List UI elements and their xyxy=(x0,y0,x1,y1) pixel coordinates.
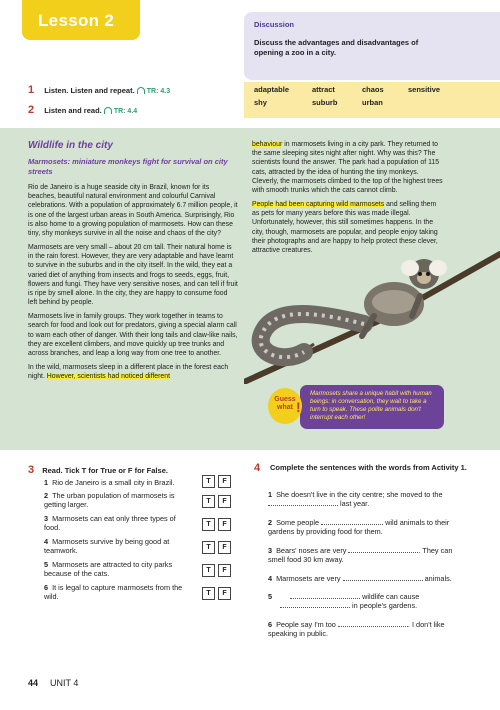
unit-label: UNIT 4 xyxy=(50,678,79,688)
vocab-word: chaos xyxy=(362,85,384,94)
tf-question xyxy=(44,491,194,510)
exercise-number: 4 xyxy=(254,462,261,474)
question-number: 2 xyxy=(268,518,273,527)
article-paragraph: Marmosets live in family groups. They work together in teams to search for food and look out for predators, giving a special alarm call to warn each other of danger. With their long tails and claw-like nails, they are excellent climbers, and move quickly up tree trunks and across branches, and leap a long way from one tree to another. xyxy=(28,313,238,357)
tf-question xyxy=(44,514,194,533)
false-checkbox[interactable]: F xyxy=(218,564,231,577)
article-left-column xyxy=(28,183,238,386)
true-checkbox[interactable]: T xyxy=(202,475,215,488)
question-text: Marmosets can eat only three types of food. xyxy=(44,514,176,533)
question-number: 6 xyxy=(44,583,49,592)
answer-blank[interactable] xyxy=(290,598,360,599)
lesson-title: Lesson 2 xyxy=(38,11,115,30)
highlighted-text: However, scientists had noticed different xyxy=(46,373,170,381)
exercise-text: Listen and read. xyxy=(44,106,102,115)
question-number: 4 xyxy=(268,574,273,583)
fill-sentence xyxy=(268,574,478,583)
exercise-text: Listen. Listen and repeat. xyxy=(44,86,135,95)
fill-sentence xyxy=(268,490,468,509)
vocab-word: attract xyxy=(312,85,335,94)
question-text: Marmosets are attracted to city parks because of the cats. xyxy=(44,560,173,579)
marmoset-photo xyxy=(244,244,500,384)
exercise-4-header xyxy=(254,463,474,473)
article-subtitle: Marmosets: miniature monkeys fight for survival on city streets xyxy=(28,157,228,176)
sentence-part: Some people xyxy=(276,518,320,527)
sentence-part: She doesn't live in the city centre; she moved to the xyxy=(276,490,443,499)
vocab-word: suburb xyxy=(312,98,338,107)
false-checkbox[interactable]: F xyxy=(218,518,231,531)
answer-blank[interactable] xyxy=(280,607,350,608)
exercise-number: 1 xyxy=(28,84,35,96)
exercise-2 xyxy=(28,103,137,118)
true-checkbox[interactable]: T xyxy=(202,587,215,600)
fill-sentence xyxy=(268,546,468,565)
sentence-part: Bears' noses are very xyxy=(276,546,347,555)
sentence-part: wild animals to their gardens by providing food for them. xyxy=(268,518,450,537)
true-checkbox[interactable]: T xyxy=(202,518,215,531)
exercise-number: 2 xyxy=(28,104,35,116)
sentence-part: . They can smell food 30 km away. xyxy=(268,546,453,565)
discussion-text: Discuss the advantages and disadvantages of opening a zoo in a city. xyxy=(254,38,419,58)
exercise-number: 3 xyxy=(28,464,35,476)
sentence-part: wildlife can cause xyxy=(362,592,420,601)
question-number: 4 xyxy=(44,537,49,546)
false-checkbox[interactable]: F xyxy=(218,495,231,508)
false-checkbox[interactable]: F xyxy=(218,475,231,488)
sentence-part: animals. xyxy=(424,574,452,583)
exercise-3-header xyxy=(28,463,168,478)
question-number: 5 xyxy=(44,560,49,569)
true-checkbox[interactable]: T xyxy=(202,564,215,577)
article-paragraph xyxy=(252,140,444,195)
answer-blank[interactable] xyxy=(268,505,338,506)
true-checkbox[interactable]: T xyxy=(202,541,215,554)
question-number: 3 xyxy=(44,514,49,523)
guess-what-text: Marmosets share a unique habit with human beings: in conversation, they wait to take a turn to speak. These polite animals don't interrupt each other! xyxy=(310,390,432,422)
question-number: 6 xyxy=(268,620,273,629)
article-paragraph xyxy=(28,363,238,381)
tf-question xyxy=(44,478,194,487)
question-text: The urban population of marmosets is getting larger. xyxy=(44,491,175,510)
headphones-icon xyxy=(104,107,112,114)
question-number: 1 xyxy=(44,478,49,487)
guess-label-line: what xyxy=(277,403,293,411)
question-number: 1 xyxy=(268,490,273,499)
fill-sentence xyxy=(268,620,468,639)
answer-blank[interactable] xyxy=(343,580,423,581)
vocab-word: urban xyxy=(362,98,383,107)
article-paragraph: Marmosets are very small – about 20 cm tall. Their natural home is in the rain forest. However, they are very adaptable and have learnt to survive in the suburbs and in the city itself. In the wild, they eat a varied diet of anything from insects and frogs to seeds, eggs, fruit, flowers and fungi. They have very sensitive noses, and can tell if fruit is ripe by smell alone. In the city, they are happy to consume food left behind by people. xyxy=(28,244,238,307)
text-run: In the wild, marmosets sleep in a different place in the forest each night. xyxy=(28,364,229,381)
question-number: 5 xyxy=(268,592,273,601)
tf-question xyxy=(44,560,194,579)
article-paragraph: Rio de Janeiro is a huge seaside city in Brazil, known for its beaches, beautiful natural environment and colourful Carnival celebrations. With a population of approximately 6.7 million people, it is one of the largest urban areas in South America. Surprisingly, Rio is also home to a growing population of marmosets. How can these tiny, shy monkeys survive in all the noise and chaos of the city? xyxy=(28,184,238,237)
text-run: in marmosets living in a city park. They returned to the same sleeping sites night after night. Why was this? The scientists found the answer. The park had a population of 115 cats, attracted by the idea of hunting the tiny monkeys. Cleverly, the marmosets climbed to the top of the highest trees with smooth trunks which the cats cannot climb. xyxy=(252,141,443,194)
false-checkbox[interactable]: F xyxy=(218,541,231,554)
sentence-part: People say I'm too xyxy=(276,620,336,629)
discussion-title: Discussion xyxy=(254,20,295,29)
guess-label-line: Guess xyxy=(274,396,296,403)
track-label: TR: 4.3 xyxy=(146,88,171,95)
text-run: and selling them as pets for many years before this was made illegal. Unfortunately, however, this still sometimes happens. In the city, though, marmosets are popular, and people enjoy taking their photographs and are happy to help protect these clever, attractive creatures. xyxy=(252,201,438,254)
track-label: TR: 4.4 xyxy=(113,108,138,115)
article-title: Wildlife in the city xyxy=(28,140,113,151)
vocab-word: sensitive xyxy=(408,85,441,94)
question-text: Marmosets survive by being good at teamwork. xyxy=(44,537,170,556)
tf-question xyxy=(44,583,194,602)
sentence-part: in people's gardens. xyxy=(352,601,418,611)
sentence-part: . I don't like speaking in public. xyxy=(268,620,445,639)
question-number: 2 xyxy=(44,491,49,500)
sentence-part: last year. xyxy=(340,499,370,509)
headphones-icon xyxy=(137,87,145,94)
answer-blank[interactable] xyxy=(338,626,408,627)
fill-sentence xyxy=(268,518,468,537)
fill-sentence xyxy=(268,592,468,611)
exercise-instruction: Read. Tick T for True or F for False. xyxy=(42,466,168,475)
question-text: Rio de Janeiro is a small city in Brazil. xyxy=(52,478,175,487)
exclamation-mark: ! xyxy=(296,399,301,415)
question-number: 3 xyxy=(268,546,273,555)
page-number: 44 xyxy=(28,678,39,688)
exercise-instruction: Complete the sentences with the words from Activity 1. xyxy=(270,463,467,472)
answer-blank[interactable] xyxy=(321,524,383,525)
vocab-word: adaptable xyxy=(254,85,290,94)
answer-blank[interactable] xyxy=(348,552,418,553)
vocab-word: shy xyxy=(254,98,267,107)
question-text: It is legal to capture marmosets from the wild. xyxy=(44,583,183,602)
tf-question xyxy=(44,537,194,556)
highlighted-text: People had been capturing wild marmosets xyxy=(252,201,385,209)
exercise-1 xyxy=(28,83,170,98)
true-checkbox[interactable]: T xyxy=(202,495,215,508)
highlighted-text: behaviour xyxy=(252,141,283,148)
false-checkbox[interactable]: F xyxy=(218,587,231,600)
article-right-column xyxy=(252,140,444,260)
sentence-part: Marmosets are very xyxy=(276,574,341,583)
